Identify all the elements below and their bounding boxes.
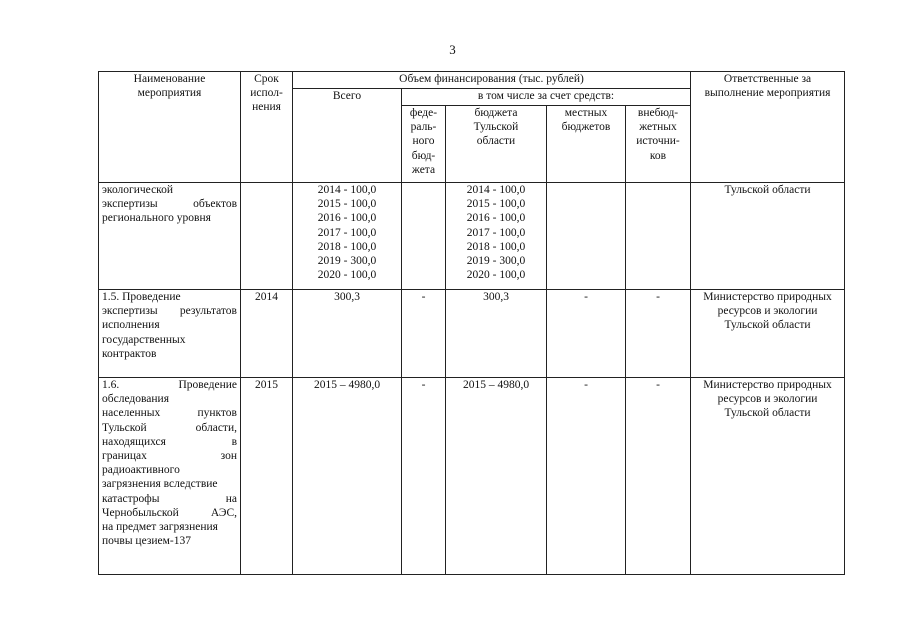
row-federal: - [402,290,446,378]
cell-line: 2016 - 100,0 [466,212,526,225]
name-word: границах [102,450,147,463]
name-word: Проведение [178,379,237,391]
name-line [102,211,237,225]
row-local: - [547,290,626,378]
name-line [102,290,237,304]
cell-line: 2018 - 100,0 [317,240,377,253]
row-total [293,378,402,575]
cell-line: жетных [639,121,677,134]
cell-line: 2019 - 300,0 [466,255,526,268]
header-regional [446,106,547,183]
cell-line: местных [564,107,608,119]
row-regional [446,183,547,290]
name-word: регионального уровня [102,212,211,225]
cell-line: 2015 - 100,0 [317,198,377,211]
cell-line: 2014 - 100,0 [466,184,526,196]
row-local: - [547,378,626,575]
cell-line: феде- [409,107,438,119]
name-word: пунктов [197,407,237,420]
cell-line: 2017 - 100,0 [466,226,526,239]
row-federal [402,183,446,290]
name-word: контрактов [102,347,157,360]
row-responsible [691,378,845,575]
row-name [99,183,241,290]
cell-line: ресурсов и экологии [717,305,818,318]
row-term [241,183,293,290]
name-word: государственных [102,333,186,346]
cell-line: Тульской области [724,184,811,196]
page-number: 3 [449,42,456,57]
name-line [102,406,237,420]
name-line [102,520,237,534]
name-word: обследования [102,393,169,406]
name-word: Тульской [102,421,147,434]
name-word: катастрофы [102,492,160,505]
name-word: на [225,492,237,505]
table-row [99,290,845,378]
name-word: 1.5. Проведение [102,291,181,303]
header-federal [402,106,446,183]
row-regional [446,378,547,575]
name-word: находящихся [102,435,166,448]
cell-line: 2018 - 100,0 [466,240,526,253]
name-word: на предмет загрязнения [102,521,218,534]
header-funding-volume: Объем финансирования (тыс. рублей) [293,72,691,89]
name-word: результатов [179,305,237,318]
header-local [547,106,626,183]
cell-line: 300,3 [483,291,509,303]
name-line [102,506,237,520]
name-line [102,318,237,332]
cell-line: ков [649,149,667,162]
row-responsible [691,290,845,378]
name-word: 1.6. [102,379,120,391]
name-line [102,421,237,435]
row-extrabudget: - [626,290,691,378]
cell-line: бюджета [474,107,518,119]
name-line [102,347,237,361]
cell-line: 2019 - 300,0 [317,255,377,268]
name-word: населенных [102,407,161,420]
name-word: радиоактивного [102,464,180,477]
name-word: почвы цезием-137 [102,535,191,548]
cell-line: Ответственные за [723,73,812,85]
header-total: Всего [293,89,402,183]
name-line [102,435,237,449]
cell-line: выполнение мероприятия [704,87,831,100]
name-word: объектов [193,198,237,211]
cell-line: раль- [410,121,437,134]
cell-line: 2020 - 100,0 [317,269,377,282]
name-line [102,449,237,463]
cell-line: Срок [254,73,279,85]
row-extrabudget: - [626,378,691,575]
name-line [102,534,237,548]
name-word: экологической [102,184,174,196]
name-line [102,492,237,506]
name-line [102,197,237,211]
cell-line: 2016 - 100,0 [317,212,377,225]
cell-line: 2014 - 100,0 [317,184,377,196]
cell-line: 300,3 [334,291,360,303]
row-name [99,290,241,378]
name-line [102,183,237,197]
name-word: зон [220,450,237,463]
name-line [102,392,237,406]
name-word: экспертизы [102,198,158,211]
header-name: Наименование мероприятия [99,72,241,183]
cell-line: Министерство природных [703,379,832,391]
name-word: загрязнения вследствие [102,478,218,491]
cell-line: источни- [636,135,680,148]
header-responsible [691,72,845,183]
name-word: в [231,435,237,448]
row-term: 2015 [241,378,293,575]
row-name [99,378,241,575]
name-word: Чернобыльской [102,506,179,519]
cell-line: 2015 – 4980,0 [313,379,381,391]
cell-line: Тульской области [724,319,811,332]
header-extrabudget [626,106,691,183]
cell-line: Тульской [473,121,519,134]
name-word: АЭС, [210,506,237,519]
cell-line: бюд- [411,149,436,162]
cell-line: бюджетов [561,121,611,134]
row-total [293,183,402,290]
cell-line: Министерство природных [703,291,832,303]
row-total [293,290,402,378]
name-line [102,463,237,477]
cell-line: 2015 – 4980,0 [462,379,530,391]
cell-line: 2017 - 100,0 [317,226,377,239]
cell-line: 2015 - 100,0 [466,198,526,211]
row-extrabudget [626,183,691,290]
row-responsible [691,183,845,290]
cell-line: внебюд- [637,107,679,119]
name-word: экспертизы [102,305,158,318]
name-line [102,304,237,318]
cell-line: ресурсов и экологии [717,393,818,406]
cell-line: нения [252,101,281,114]
row-local [547,183,626,290]
cell-line: Тульской области [724,407,811,420]
cell-line: ного [412,135,435,148]
header-term [241,72,293,183]
cell-line: 2020 - 100,0 [466,269,526,282]
header-including: в том числе за счет средств: [402,89,691,106]
cell-line: области [476,135,516,148]
cell-line: испол- [250,87,283,100]
row-regional [446,290,547,378]
table-row [99,378,845,575]
name-line [102,378,237,392]
row-federal: - [402,378,446,575]
table-row [99,183,845,290]
name-word: области, [195,421,237,434]
row-term: 2014 [241,290,293,378]
funding-table [98,71,845,575]
name-line [102,477,237,491]
cell-line: жета [411,163,436,176]
name-line [102,333,237,347]
name-word: исполнения [102,319,160,332]
